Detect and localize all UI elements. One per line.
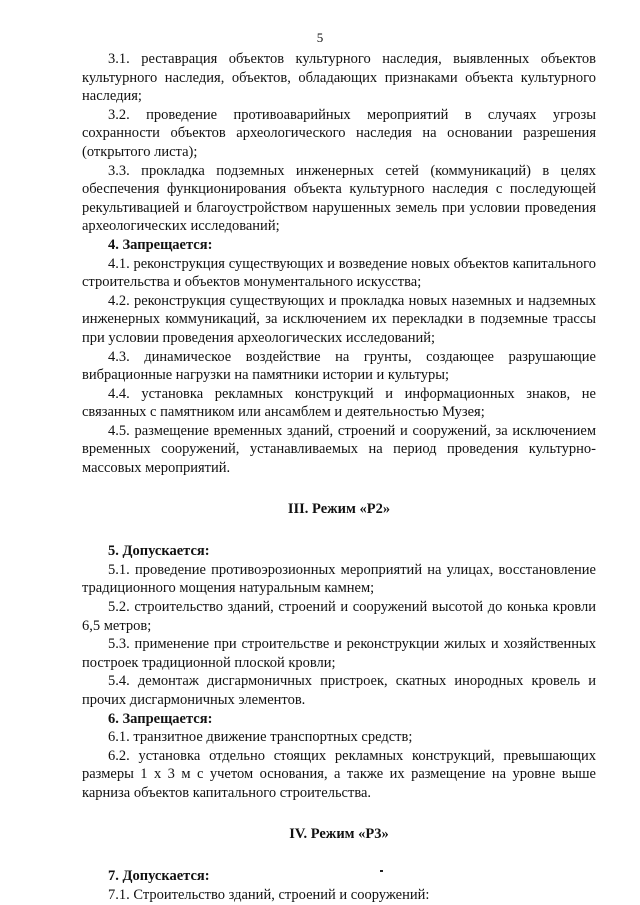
page-number: 5: [316, 30, 324, 45]
paragraph-6-2: 6.2. установка отдельно стоящих рекламных конструкций, превышающих размеры 1 х 3 м с учетом основания, а также их размещение на уровне выше карниза объектов капитального строительства.: [82, 747, 596, 801]
section-title-r2: III. Режим «Р2»: [287, 500, 391, 517]
heading-allowed-7: 7. Допускается:: [108, 868, 210, 885]
section-title-r3: IV. Режим «Р3»: [289, 825, 389, 842]
paragraph-5-1: 5.1. проведение противоэрозионных мероприятий на улицах, восстановление традиционного мощения натуральным камнем;: [82, 561, 596, 597]
paragraph-7-1: 7.1. Строительство зданий, строений и сооружений:: [108, 886, 430, 903]
heading-allowed-5: 5. Допускается:: [108, 543, 210, 560]
paragraph-4-4: 4.4. установка рекламных конструкций и информационных знаков, не связанных с памятником или ансамблем и деятельностью Музея;: [82, 385, 596, 421]
paragraph-3-1: 3.1. реставрация объектов культурного наследия, выявленных объектов культурного наследия, объектов, обладающих признаками объекта культурного наследия;: [82, 51, 596, 105]
paragraph-3-2: 3.2. проведение противоаварийных мероприятий в случаях угрозы сохранности объектов археологического наследия на основании разрешения (открытого листа);: [82, 106, 596, 160]
paragraph-4-1: 4.1. реконструкция существующих и возведение новых объектов капитального строительства и объектов монументального искусства;: [82, 255, 596, 291]
scan-mark: [380, 870, 383, 872]
heading-prohibited-6: 6. Запрещается:: [108, 710, 213, 727]
paragraph-3-3: 3.3. прокладка подземных инженерных сетей (коммуникаций) в целях обеспечения функционирования объекта культурного наследия с последующей рекультивацией и благоустройством нарушенных земель при условии проведения археологических исследований;: [82, 162, 596, 235]
paragraph-4-5: 4.5. размещение временных зданий, строений и сооружений, за исключением временных сооружений, устанавливаемых на период проведения культурно-массовых мероприятий.: [82, 422, 596, 477]
paragraph-6-1: 6.1. транзитное движение транспортных средств;: [108, 729, 413, 746]
paragraph-4-3: 4.3. динамическое воздействие на грунты, создающее разрушающие вибрационные нагрузки на памятники истории и культуры;: [82, 348, 596, 384]
paragraph-5-3: 5.3. применение при строительстве и реконструкции жилых и хозяйственных построек традиционной плоской кровли;: [82, 636, 596, 671]
paragraph-4-2: 4.2. реконструкция существующих и прокладка новых наземных и надземных инженерных коммуникаций, за исключением их перекладки в подземные трассы при условии проведения археологических исследований;: [82, 292, 596, 346]
document-body: [82, 50, 596, 904]
paragraph-5-2: 5.2. строительство зданий, строений и сооружений высотой до конька кровли 6,5 метров;: [82, 599, 596, 634]
heading-prohibited-4: 4. Запрещается:: [108, 236, 213, 253]
paragraph-5-4: 5.4. демонтаж дисгармоничных пристроек, скатных инородных кровель и прочих дисгармоничных элементов.: [82, 673, 596, 708]
